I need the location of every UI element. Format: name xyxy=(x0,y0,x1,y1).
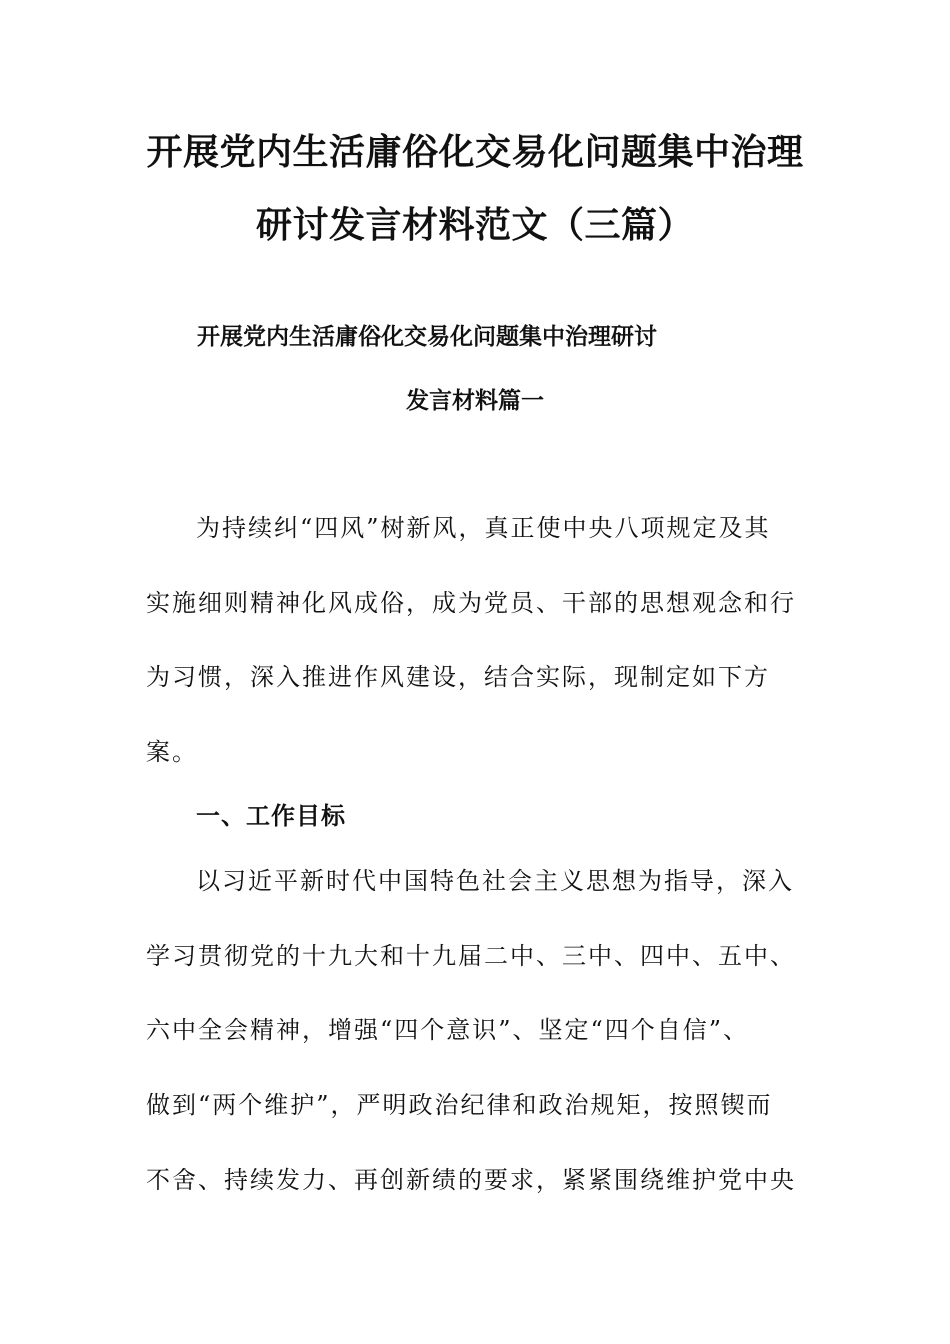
document-title-line-2: 研讨发言材料范文（三篇） xyxy=(255,205,694,246)
paragraph-1-line-1: 为持续纠“四风”树新风，真正使中央八项规定及其 xyxy=(196,514,771,542)
paragraph-2-line-3: 六中全会精神，增强“四个意识”、坚定“四个自信”、 xyxy=(146,1016,750,1044)
section-title-line-2: 发言材料篇一 xyxy=(406,388,544,414)
paragraph-2-line-4: 做到“两个维护”，严明政治纪律和政治规矩，按照锲而 xyxy=(146,1091,773,1119)
paragraph-1-line-2: 实施细则精神化风成俗，成为党员、干部的思想观念和行 xyxy=(146,589,796,617)
paragraph-2-line-2: 学习贯彻党的十九大和十九届二中、三中、四中、五中、 xyxy=(146,942,796,970)
section-heading-work-goals: 一、工作目标 xyxy=(196,802,346,830)
section-title-line-1: 开展党内生活庸俗化交易化问题集中治理研讨 xyxy=(197,324,657,350)
paragraph-1-line-4: 案。 xyxy=(146,738,198,766)
paragraph-1-line-3: 为习惯，深入推进作风建设，结合实际，现制定如下方 xyxy=(146,663,770,691)
paragraph-2-line-1: 以习近平新时代中国特色社会主义思想为指导，深入 xyxy=(196,867,794,895)
document-title-line-1: 开展党内生活庸俗化交易化问题集中治理 xyxy=(146,132,804,173)
paragraph-2-line-5: 不舍、持续发力、再创新绩的要求，紧紧围绕维护党中央 xyxy=(146,1166,796,1194)
